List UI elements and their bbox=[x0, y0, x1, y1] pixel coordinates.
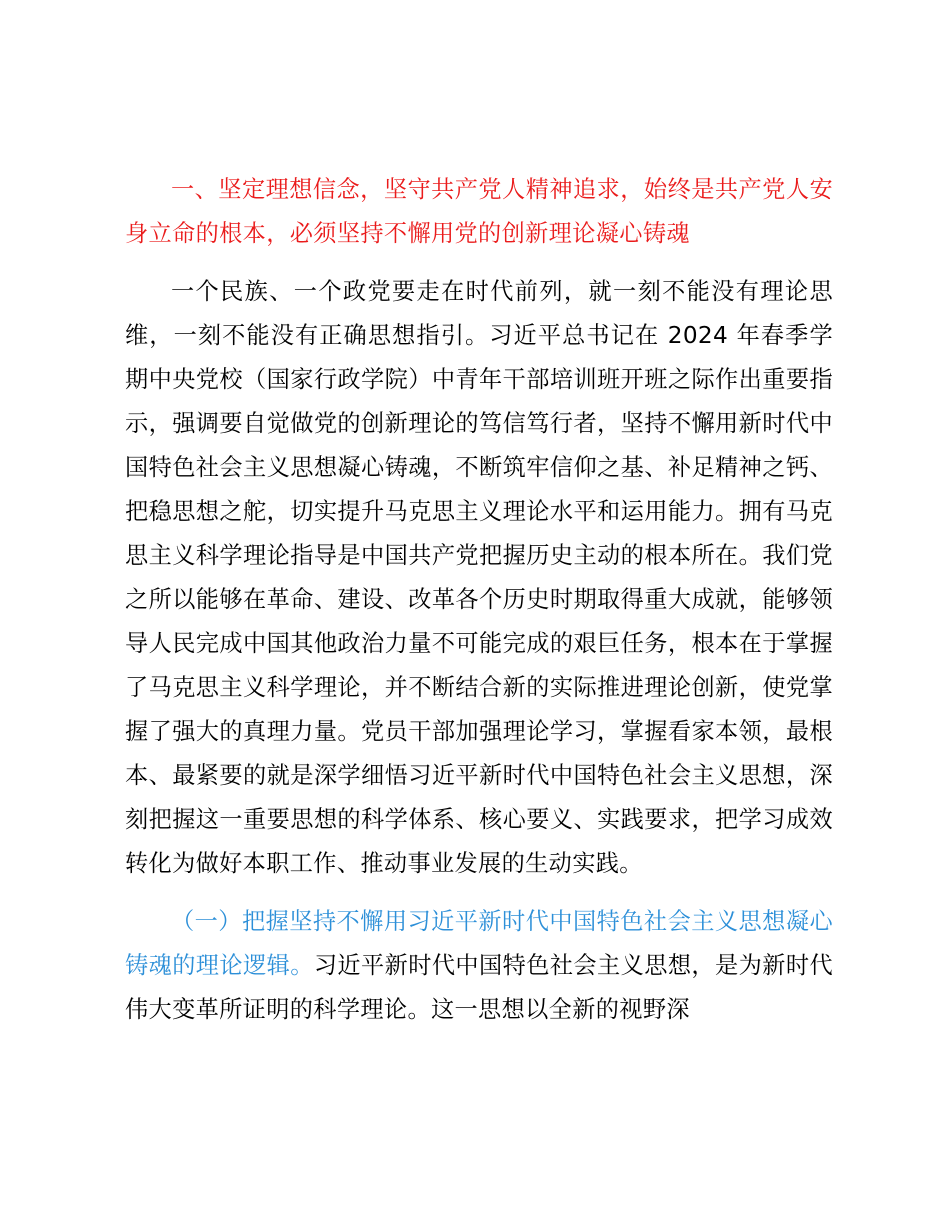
subsection-body-text: 习近平新时代中国特色社会主义思想，是为新时代伟大变革所证明的科学理论。这一思想以全新的视野深 bbox=[125, 952, 833, 1023]
subsection-paragraph bbox=[125, 900, 833, 1032]
subsection-heading: （一）把握坚持不懈用习近平新时代中国特色社会主义思想凝心铸魂的理论逻辑。 bbox=[125, 908, 833, 979]
body-paragraph: 一个民族、一个政党要走在时代前列，就一刻不能没有理论思维，一刻不能没有正确思想指引。习近平总书记在 2024 年春季学期中央党校（国家行政学院）中青年干部培训班开班之际作出重要指示，强调要自觉做党的创新理论的笃信笃行者，坚持不懈用新时代中国特色社会主义思想凝心铸魂，不断筑牢信仰之基、补足精神之钙、把稳思想之舵，切实提升马克思主义理论水平和运用能力。拥有马克思主义科学理论指导是中国共产党把握历史主动的根本所在。我们党之所以能够在革命、建设、改革各个历史时期取得重大成就，能够领导人民完成中国其他政治力量不可能完成的艰巨任务，根本在于掌握了马克思主义科学理论，并不断结合新的实际推进理论创新，使党掌握了强大的真理力量。党员干部加强理论学习，掌握看家本领，最根本、最紧要的就是深学细悟习近平新时代中国特色社会主义思想，深刻把握这一重要思想的科学体系、核心要义、实践要求，把学习成效转化为做好本职工作、推动事业发展的生动实践。 bbox=[125, 278, 833, 877]
document-body bbox=[125, 168, 833, 1032]
section-heading: 一、坚定理想信念，坚守共产党人精神追求，始终是共产党人安身立命的根本，必须坚持不懈用党的创新理论凝心铸魂 bbox=[125, 176, 833, 247]
